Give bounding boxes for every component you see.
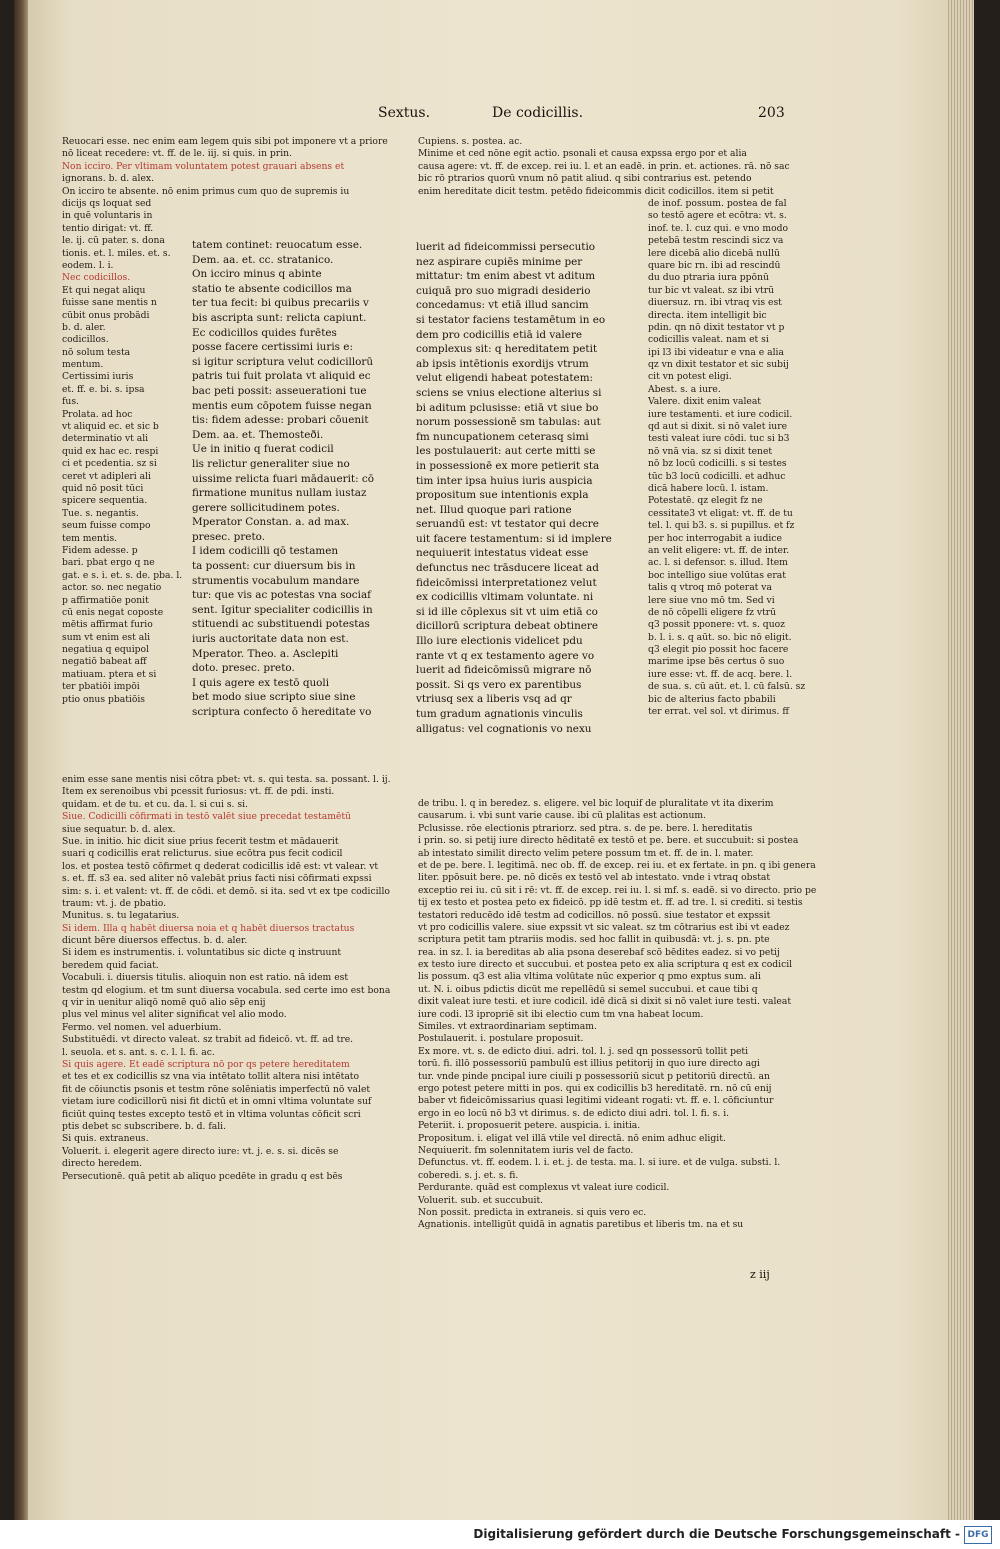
main-text-line: concedamus: vt etiā illud sancim [416, 299, 589, 312]
main-text-line: I idem codicilli qō testamen [192, 545, 339, 558]
main-text-line: bis ascripta sunt: relicta capiunt. [192, 311, 367, 324]
gloss-line: negatiua q equipol [62, 644, 149, 656]
main-text-line: seruandū est: vt testator qui decre [416, 518, 599, 531]
gloss-line: qz vn dixit testator et sic subij [648, 359, 789, 371]
gloss-line: traum: vt. j. de pbatio. [62, 897, 167, 909]
running-head-title: De codicillis. [492, 105, 584, 121]
gloss-line: Persecutionē. quā petit ab aliquo pcedēte in gradu q est bēs [62, 1170, 343, 1182]
gloss-line: ptis debet sc subscribere. b. d. fali. [62, 1120, 226, 1132]
gloss-line: quid ex hac ec. respi [62, 445, 159, 457]
main-text-line: tum gradum agnationis vinculis [416, 708, 583, 720]
gloss-line: spicere sequentia. [62, 495, 148, 507]
main-text-line: velut eligendi habeat potestatem: [416, 372, 594, 385]
main-text-line: dem pro codicillis etiā id valere [416, 328, 583, 341]
main-text-line: presec. preto. [192, 530, 265, 543]
main-text-line: nequiuerit intestatus videat esse [416, 547, 589, 560]
gloss-line: q3 possit pponere: vt. s. quoz [648, 619, 785, 631]
gloss-line: Si idem es instrumentis. i. voluntatibus sic dicte q instruunt [62, 947, 342, 959]
page-number: 203 [758, 105, 785, 121]
gloss-line: et tes et ex codicillis sz vna via intētato tollit altera nisi intētato [62, 1071, 360, 1083]
main-text-line: tur: que vis ac potestas vna sociaf [192, 589, 371, 602]
gloss-line: cit vn potest eligi. [648, 371, 732, 383]
main-text-line: nez aspirare cupiēs minime per [416, 255, 583, 268]
gloss-line: exceptio rei iu. cū sit i rē: vt. ff. de excep. rei iu. l. si mf. s. eadē. si vo directo. prio pe [418, 884, 817, 896]
gloss-line: On icciro te absente. nō enim primus cum quo de supremis iu [62, 185, 350, 197]
gloss-line: ceret vt adipleri ali [62, 470, 151, 482]
main-text-line: mittatur: tm enim abest vt aditum [416, 270, 596, 283]
gloss-line: Voluerit. i. elegerit agere directo iure: vt. j. e. s. si. dicēs se [62, 1145, 339, 1157]
gloss-line: qd aut si dixit. si nō valet iure [648, 421, 788, 433]
gloss-line: Cupiens. s. postea. ac. [418, 136, 523, 147]
gloss-line: in quē voluntaris in [62, 210, 153, 222]
gloss-line: tionis. et. l. miles. et. s. [62, 247, 171, 259]
gloss-line: b. l. i. s. q aūt. so. bic nō eligit. [648, 631, 792, 643]
main-text-line: luerit ad fideicōmissū migrare nō [416, 664, 592, 677]
gloss-line: ter pbatiōi impōi [62, 681, 140, 693]
main-text-line: doto. presec. preto. [192, 662, 295, 675]
gloss-line: dixit valeat iure testi. et iure codicil. idē dicā si dixit si nō valet iure testi. valeat [418, 996, 792, 1008]
gloss-line: de inof. possum. postea de fal [648, 198, 787, 209]
gloss-line: tentio dirigat: vt. ff. [62, 222, 154, 234]
gloss-line: et. ff. e. bi. s. ipsa [62, 383, 145, 395]
gloss-line: negatiō babeat aff [62, 656, 147, 668]
gloss-line: ex testo iure directo et succubui. et postea peto ex alia scriptura q est ex codicil [418, 959, 793, 971]
main-text-line: Illo iure electionis videlicet pdu [416, 635, 583, 648]
main-text-line: rante vt q ex testamento agere vo [416, 649, 595, 662]
gloss-line: cessitate3 vt eligat: vt. ff. de tu [648, 507, 793, 519]
gloss-line: Nec codicillos. [62, 272, 131, 284]
main-text-line: Dem. aa. et. cc. stratanico. [192, 253, 334, 266]
gloss-line: Substituēdi. vt directo valeat. sz trabit ad fideicō. vt. ff. ad tre. [62, 1034, 354, 1046]
gloss-line: so testō agere et ecōtra: vt. s. [648, 210, 787, 222]
main-text-right-column [416, 240, 634, 736]
gloss-left-lower [62, 774, 407, 1183]
main-text-left-column [192, 238, 402, 720]
main-text-line: Mperator Constan. a. ad max. [192, 516, 350, 529]
gloss-line: le. ij. cū pater. s. dona [62, 235, 165, 247]
gloss-line: dicunt bēre diuersos effectus. b. d. aler. [62, 935, 248, 947]
gloss-line: ignorans. b. d. alex. [62, 173, 155, 185]
main-text-line: ter tua fecit: bi quibus precariis v [192, 297, 369, 310]
main-text-line: ta possent: cur diuersum bis in [192, 560, 356, 573]
main-text-line: Ue in initio q fuerat codicil [192, 443, 334, 456]
gloss-line: Si quis agere. Et eadē scriptura nō por qs petere hereditatem [62, 1058, 350, 1070]
gloss-line: directo heredem. [62, 1158, 143, 1170]
gloss-line: Munitus. s. tu legatarius. [62, 910, 180, 922]
gloss-line: Similes. vt extraordinariam septimam. [418, 1021, 597, 1033]
gloss-line: petebā testm rescindi sicz va [648, 235, 784, 247]
gloss-line: ptio onus pbatiōis [62, 693, 146, 705]
gloss-line: seum fuisse compo [62, 520, 151, 532]
gloss-line: pdin. qn nō dixit testator vt p [648, 321, 785, 333]
gloss-line: ac. l. si defensor. s. illud. Item [648, 557, 788, 569]
gloss-line: ergo in eo locū nō b3 vt dirimus. s. de edicto diui adri. tol. l. fi. s. i. [418, 1107, 730, 1119]
main-text-line: bac peti possit: asseuerationi tue [192, 384, 367, 397]
main-text-line: posse facere certissimi iuris e: [192, 341, 353, 354]
main-text-line: uit facere testamentum: si id implere [416, 532, 612, 545]
gloss-line: tūc b3 locū codicilli. et adhuc [648, 470, 786, 482]
gloss-line: Defunctus. vt. ff. eodem. l. i. et. j. de testa. ma. l. si iure. et de vulga. substi. l. [418, 1157, 781, 1169]
gloss-line: boc intelligo siue volūtas erat [648, 569, 786, 581]
gloss-line: nō vnā via. sz si dixit tenet [648, 445, 773, 457]
main-text-line: ab ipsis intētionis exordijs vtrum [416, 357, 589, 370]
gloss-line: tem mentis. [62, 532, 118, 544]
gloss-line: quid nō posit tūci [62, 482, 144, 494]
gloss-line: tij ex testo et postea peto ex fideicō. pp idē testm et. ff. ad tre. l. si crediti. si testis [418, 897, 803, 909]
gloss-line: Peteriit. i. proposuerit petere. auspicia. i. initia. [418, 1120, 641, 1132]
gloss-line: vt aliquid ec. et sic b [62, 421, 159, 433]
main-text-line: Mperator. Theo. a. Asclepiti [192, 647, 339, 660]
gloss-line: de nō cōpelli eligere fz vtrū [648, 606, 777, 618]
gloss-line: beredem quid faciat. [62, 959, 159, 971]
gloss-line: tel. l. qui b3. s. si pupillus. et fz [648, 520, 795, 532]
gloss-line: bic rō ptrarios quorū vnum nō patit aliud. q sibi contrarius est. petendo [418, 173, 752, 185]
gloss-line: Item ex serenoibus vbi pcessit furiosus: vt. ff. de pdi. insti. [62, 786, 335, 798]
gloss-line: Siue. Codicilli cōfirmati in testō valēt siue precedat testamētū [62, 811, 351, 823]
gloss-right-column [648, 198, 806, 718]
gloss-line: Perdurante. quād est complexus vt valeat iure codicil. [418, 1182, 670, 1194]
gloss-line: bic de alterius facto pbabili [648, 693, 776, 705]
main-text-line: defunctus nec trāsducere liceat ad [416, 562, 599, 575]
main-text-line: tatem continet: reuocatum esse. [192, 239, 363, 251]
gloss-line: actor. so. nec negatio [62, 582, 162, 594]
main-text-line: dicillorū scriptura debeat obtinere [416, 620, 599, 633]
gloss-line: Reuocari esse. nec enim eam legem quis sibi pot imponere vt a priore [62, 136, 388, 147]
gloss-line: fuisse sane mentis n [62, 297, 157, 309]
gloss-line: i prin. so. si petij iure directo hēditatē ex testō et pe. bere. et succubuit: si postea [418, 835, 799, 847]
main-text-line: gerere sollicitudinem potes. [192, 501, 340, 514]
main-text-line: sciens se vnius electione alterius si [416, 386, 602, 399]
gloss-left-column [62, 198, 190, 706]
main-text-line: net. Illud quoque pari ratione [416, 503, 572, 516]
gloss-line: mentum. [62, 359, 104, 371]
gloss-line: dicā habere locū. l. istam. [648, 482, 769, 494]
gloss-line: q vir in uenitur aliqō nomē quō alio sēp enij [62, 997, 266, 1009]
gloss-line: enim hereditate dicit testm. petēdo fideicommis dicit codicillos. item si petit [418, 185, 774, 197]
main-text-line: luerit ad fideicommissi persecutio [416, 241, 596, 253]
gloss-line: ci et pcedentia. sz si [62, 458, 157, 470]
main-text-line: possit. Si qs vero ex parentibus [416, 678, 582, 691]
gloss-line: rea. in sz. l. ia bereditas ab alia psona deserebaf scō bēdites eadez. si vo petij [418, 946, 780, 958]
gloss-line: suari q codicillis erat relicturus. siue ecōtra pus fecit codicil [62, 848, 343, 860]
main-text-line: complexus sit: q hereditatem petit [416, 343, 598, 356]
footer-bar [0, 1520, 1000, 1549]
gloss-line: iure testamenti. et iure codicil. [648, 408, 793, 420]
gloss-line: Minime et ced nōne egit actio. psonali et causa expssa ergo por et alia [418, 148, 747, 160]
gloss-top-right [418, 136, 790, 198]
main-text-line: tim inter ipsa huius iuris auspicia [416, 474, 593, 487]
gloss-line: ab intestato similit directo velim petere possum tm et. ff. de in. l. mater. [418, 847, 754, 859]
gloss-line: Ex more. vt. s. de edicto diui. adri. tol. l. j. sed qn possessorū tollit peti [418, 1045, 749, 1057]
main-text-line: si id ille cōplexus sit vt uim etiā co [416, 605, 598, 618]
gloss-line: Abest. s. a iure. [648, 383, 721, 395]
gloss-line: matiuam. ptera et si [62, 668, 157, 680]
main-text-line: patris tui fuit prolata vt aliquid ec [192, 370, 371, 383]
footer-credit: Digitalisierung gefördert durch die Deutsche Forschungsgemeinschaft - [473, 1527, 960, 1541]
main-text-line: stituendi ac substituendi potestas [192, 618, 370, 631]
gloss-line: Propositum. i. eligat vel illā vtile vel directā. nō enim adhuc eligit. [418, 1132, 726, 1144]
gloss-line: determinatio vt ali [62, 433, 149, 445]
gloss-line: ter errat. vel sol. vt dirimus. ff [648, 706, 789, 718]
gloss-line: s. et. ff. s3 ea. sed aliter nō valebāt prius facti nisi cōfirmati expssi [62, 873, 372, 885]
gloss-line: enim esse sane mentis nisi cōtra pbet: vt. s. qui testa. sa. possant. l. ij. [62, 774, 391, 785]
gloss-line: ficiūt quinq testes excepto testō et in vltima voluntas cōficit scri [62, 1108, 361, 1120]
signature-mark: z iij [750, 1268, 770, 1281]
gloss-top-left [62, 136, 407, 198]
gloss-line: du duo ptraria iura ppōnū [648, 272, 769, 284]
gloss-line: Et qui negat aliqu [62, 284, 146, 296]
main-text-line: sent. Igitur specialiter codicillis in [192, 603, 373, 616]
gloss-line: nō bz locū codicilli. s si testes [648, 458, 787, 470]
main-text-line: les postulauerit: aut certe mitti se [416, 445, 596, 458]
main-text-line: ex codicillis vltimam voluntate. ni [416, 591, 594, 604]
gloss-line: b. d. aler. [62, 321, 106, 333]
gloss-line: Certissimi iuris [62, 371, 134, 383]
main-text-line: lis relictur generaliter siue no [192, 457, 350, 470]
gloss-line: Valere. dixit enim valeat [648, 396, 762, 408]
gloss-line: iure codi. l3 ipropriē sit ibi electio cum tm vna habeat locum. [418, 1008, 704, 1020]
gloss-line: talis q vtroq mō poterat va [648, 582, 772, 594]
gloss-line: cū enis negat coposte [62, 606, 164, 618]
gloss-line: vt pro codicillis valere. siue expssit vt sic valeat. sz tm cōtrarius est ibi vt eadez [418, 921, 790, 933]
gloss-line: testm qd elogium. et tm sunt diuersa vocabula. sed certe imo est bona [62, 984, 391, 996]
main-text-line: fideicōmissi interpretationez velut [416, 576, 597, 589]
gloss-bottom-right [418, 798, 817, 1232]
gloss-line: Prolata. ad hoc [62, 408, 133, 420]
page-gutter [14, 0, 28, 1520]
gloss-line: vietam iure codicillorū nisi fit dictū et in omni vltima voluntate suf [62, 1096, 372, 1108]
gloss-line: fus. [62, 396, 79, 408]
main-text-line: statio te absente codicillos ma [192, 282, 352, 295]
main-text-line: fm nuncupationem ceterasq simi [416, 430, 589, 443]
main-text-line: norum possessionē sm tabulas: aut [416, 416, 601, 429]
gloss-line: et de pe. bere. l. legitimā. nec ob. ff. de excep. rei iu. et ex fertate. in pn. q ibi genera [418, 859, 816, 871]
gloss-line: sum vt enim est ali [62, 631, 151, 643]
gloss-line: ipi l3 ibi videatur e vna e alia [648, 346, 784, 358]
gloss-line: per hoc interrogabit a iudice [648, 532, 782, 544]
gloss-line: tur bic vt valeat. sz ibi vtrū [648, 284, 775, 296]
gloss-line: bari. pbat ergo q ne [62, 557, 155, 569]
gloss-line: Vocabuli. i. diuersis titulis. alioquin non est ratio. nā idem est [62, 972, 349, 984]
main-text-line: Dem. aa. et. Themosteði. [192, 428, 324, 441]
main-text-line: bet modo siue scripto siue sine [192, 691, 356, 704]
gloss-line: p affirmatiōe ponit [62, 594, 149, 606]
gloss-line: lere dicebā alio dicebā nullū [648, 247, 780, 259]
gloss-line: causa agere: vt. ff. de excep. rei iu. l. et an eadē. in prin. et. actiones. rā. nō sac [418, 160, 790, 172]
gloss-line: Si idem. Illa q habēt diuersa noia et q habēt diuersos tractatus [62, 922, 355, 934]
gloss-line: diuersuz. rn. ibi vtraq vis est [648, 297, 782, 309]
gloss-line: Pclusisse. rōe electionis ptrariorz. sed ptra. s. de pe. bere. l. hereditatis [418, 822, 753, 834]
gloss-line: dicijs qs loquat sed [62, 198, 152, 209]
gloss-line: Agnationis. intelligūt quidā in agnatis paretibus et liberis tm. na et su [418, 1219, 744, 1231]
gloss-line: q3 elegit pio possit hoc facere [648, 644, 789, 656]
gloss-line: mētis affirmat furio [62, 619, 153, 631]
gloss-line: Non possit. predicta in extraneis. si quis vero ec. [418, 1206, 647, 1218]
gloss-line: directa. item intelligit bic [648, 309, 767, 321]
gloss-line: lis possum. q3 est alia vltima volūtate nūc experior q pmo exptus sum. ali [418, 971, 761, 983]
gloss-line: sim: s. i. et valent: vt. ff. de cōdi. et demō. si ita. sed vt ex tpe codicillo [62, 885, 390, 897]
gloss-line: lere siue vno mō tm. Sed vi [648, 594, 775, 606]
gloss-line: baber vt fideicōmissarius quasi legitimi videant rogati: vt. ff. e. l. cōficiuntur [418, 1095, 774, 1107]
gloss-line: an velit eligere: vt. ff. de inter. [648, 544, 790, 556]
gloss-line: liter. ppōsuit bere. pe. nō dicēs ex testō vel ab intestato. vnde i vtraq obstat [418, 872, 771, 884]
gloss-line: nō solum testa [62, 346, 131, 358]
gloss-line: marime ipse bēs certus ō suo [648, 656, 785, 668]
main-text-line: si testator faciens testamētum in eo [416, 313, 606, 326]
main-text-line: scriptura confecto ō hereditate vo [192, 706, 372, 718]
gloss-line: tur. vnde pinde pncipal iure ciuili p possessoriū sicut p petitoriū directū. an [418, 1070, 770, 1082]
gloss-line: testatori reducēdo idē testm ad codicillos. nō possū. siue testator et expssit [418, 909, 771, 921]
gloss-line: coberedi. s. j. et. s. fi. [418, 1169, 519, 1181]
gloss-line: scriptura petit tam ptrariis modis. sed hoc fallit in quibusdā: vt. j. s. pn. pte [418, 934, 770, 946]
main-text-line: I quis agere ex testō quoli [192, 676, 330, 689]
main-text-line: mentis eum cōpotem fuisse negan [192, 399, 372, 412]
main-text-line: in possessionē ex more petierit sta [416, 459, 600, 472]
gloss-line: Sue. in initio. hic dicit siue prius fecerit testm et mādauerit [62, 835, 339, 847]
main-text-line: firmatione munitus nullam iustaz [192, 487, 367, 500]
main-text-line: iuris auctoritate data non est. [192, 633, 349, 646]
gloss-line: fit de cōiunctis psonis et testm rōne solēniatis imperfectū nō valet [62, 1083, 371, 1095]
dfg-logo: DFG [964, 1526, 992, 1544]
gloss-line: codicillos. [62, 334, 109, 346]
gloss-line: Si quis. extraneus. [62, 1133, 149, 1145]
gloss-line: Postulauerit. i. postulare proposuit. [418, 1033, 584, 1045]
main-text-line: tis: fidem adesse: probari cōuenit [192, 414, 369, 427]
gloss-line: Potestatē. qz elegit fz ne [648, 495, 763, 507]
gloss-line: eodem. l. i. [62, 259, 114, 271]
gloss-line: siue sequatur. b. d. alex. [62, 823, 176, 835]
gloss-line: nō liceat recedere: vt. ff. de le. iij. si quis. in prin. [62, 148, 292, 160]
running-head-left: Sextus. [378, 105, 431, 121]
gloss-line: de sua. s. cū aūt. et. l. cū falsū. sz [648, 681, 806, 693]
gloss-line: Non icciro. Per vltimam voluntatem potest grauari absens et [62, 160, 345, 172]
gloss-line: torū. fi. illō possessoriū pambulū est illius petitorij in quo iure directo agi [418, 1058, 760, 1070]
page-edge [948, 0, 974, 1520]
main-text-line: propositum sue intentionis expla [416, 489, 589, 502]
gloss-line: plus vel minus vel aliter significat vel alio modo. [62, 1009, 287, 1021]
gloss-line: cūbit onus probādi [62, 309, 150, 321]
main-text-line: alligatus: vel cognationis vo nexu [416, 722, 592, 735]
gloss-line: gat. e s. i. et. s. de. pba. l. [62, 569, 183, 581]
gloss-line: Fermo. vel nomen. vel aduerbium. [62, 1021, 222, 1033]
gloss-line: Nequiuerit. fm solennitatem iuris vel de facto. [418, 1144, 634, 1156]
gloss-line: ut. N. i. oibus pdictis dicūt me repellēdū si semel succubui. et caue tibi q [418, 983, 758, 995]
gloss-line: causarum. i. vbi sunt varie cause. ibi cū plalitas est actionum. [418, 810, 707, 822]
main-text-line: si igitur scriptura velut codicillorū [192, 355, 374, 368]
main-text-line: cuiquā pro suo migradi desiderio [416, 284, 591, 297]
gloss-line: iure esse: vt. ff. de acq. bere. l. [648, 668, 793, 680]
main-text-line: bi aditum pclusisse: etiā vt siue bo [416, 401, 599, 414]
gloss-line: los. et postea testō cōfirmet q dederat codicillis idē est: vt valear. vt [62, 860, 379, 872]
gloss-line: testi valeat iure cōdi. tuc si b3 [648, 433, 790, 445]
gloss-line: l. seuola. et s. ant. s. c. l. l. fi. ac. [62, 1046, 215, 1058]
main-text-line: vtriusq sex a liberis vsq ad qr [416, 693, 572, 706]
main-text-line: uissime relicta fuari mādauerit: cō [192, 472, 374, 485]
gloss-line: Voluerit. sub. et succubuit. [418, 1194, 544, 1206]
gloss-line: codicillis valeat. nam et si [648, 334, 769, 346]
main-text-line: strumentis vocabulum mandare [192, 574, 360, 587]
gloss-line: inof. te. l. cuz qui. e vno modo [648, 222, 789, 234]
gloss-line: Fidem adesse. p [62, 544, 138, 556]
main-text-line: On icciro minus q abinte [192, 268, 322, 281]
gloss-line: Tue. s. negantis. [62, 507, 139, 519]
main-text-line: Ec codicillos quides furētes [192, 326, 337, 339]
gloss-line: quidam. et de tu. et cu. da. l. si cui s. si. [62, 798, 248, 810]
gloss-line: ergo potest petere mitti in pos. qui ex codicillis b3 hereditatē. rn. nō cū enij [418, 1082, 772, 1094]
gloss-line: quare bic rn. ibi ad rescindū [648, 259, 781, 271]
gloss-line: de tribu. l. q in beredez. s. eligere. vel bic loquif de pluralitate vt ita dixerim [418, 798, 774, 809]
